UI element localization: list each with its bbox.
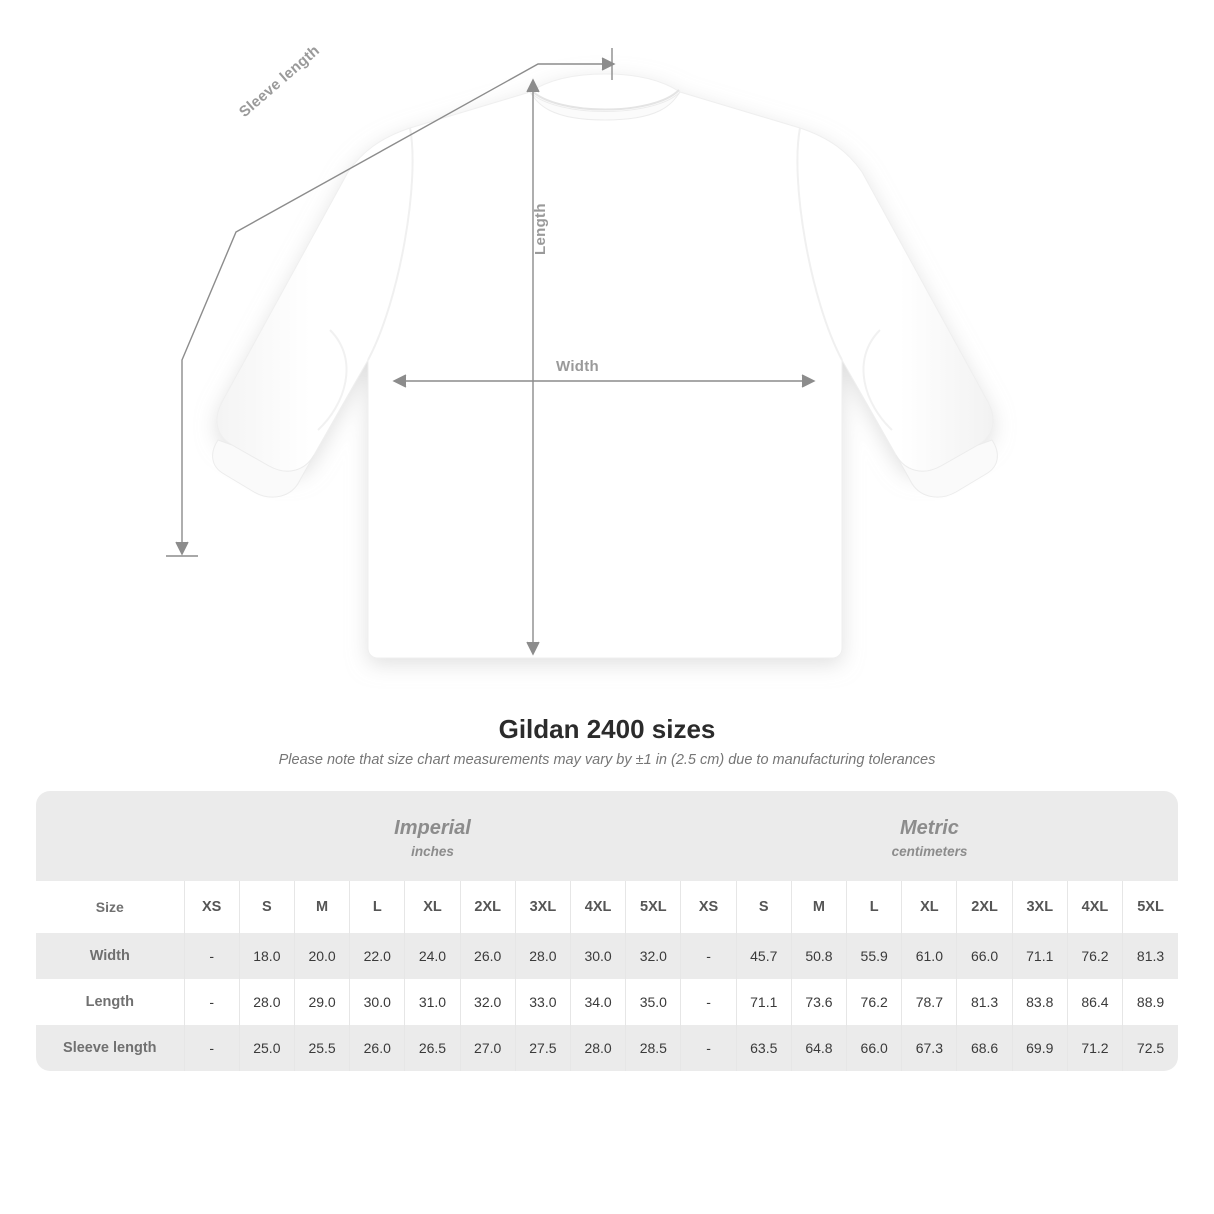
table-cell: 50.8	[791, 933, 846, 979]
column-header: 2XL	[957, 881, 1012, 933]
table-cell: 22.0	[350, 933, 405, 979]
shirt-body	[217, 74, 993, 658]
table-cell: 26.5	[405, 1025, 460, 1071]
table-row	[36, 933, 1178, 979]
table-cell: 72.5	[1123, 1025, 1178, 1071]
column-header: 4XL	[570, 881, 625, 933]
table-cell: 63.5	[736, 1025, 791, 1071]
measurement-note: Please note that size chart measurements may vary by ±1 in (2.5 cm) due to manufacturing tolerances	[278, 752, 936, 768]
table-cell: 27.5	[515, 1025, 570, 1071]
table-cell: 71.2	[1067, 1025, 1122, 1071]
column-header: 3XL	[515, 881, 570, 933]
row-label-sleeve-length: Sleeve length	[36, 1025, 184, 1071]
table-cell: 69.9	[1012, 1025, 1067, 1071]
size-chart-table	[36, 791, 1178, 1071]
table-cell: 25.0	[239, 1025, 294, 1071]
table-cell: 32.0	[626, 933, 681, 979]
column-header: S	[239, 881, 294, 933]
table-cell: 26.0	[350, 1025, 405, 1071]
column-header: M	[294, 881, 349, 933]
column-header: 2XL	[460, 881, 515, 933]
table-cell: 66.0	[957, 933, 1012, 979]
table-cell: 27.0	[460, 1025, 515, 1071]
table-cell: -	[681, 979, 736, 1025]
table-cell: 35.0	[626, 979, 681, 1025]
table-cell: 28.0	[515, 933, 570, 979]
table-cell: 81.3	[957, 979, 1012, 1025]
column-header: XS	[681, 881, 736, 933]
unit-band-imperial	[184, 791, 681, 881]
column-header-row	[36, 881, 1178, 933]
table-cell: 28.5	[626, 1025, 681, 1071]
row-label-length: Length	[36, 979, 184, 1025]
table-cell: 18.0	[239, 933, 294, 979]
table-cell: 29.0	[294, 979, 349, 1025]
column-header: XL	[902, 881, 957, 933]
table-row	[36, 979, 1178, 1025]
row-label-width: Width	[36, 933, 184, 979]
table-cell: -	[681, 933, 736, 979]
table-cell: 64.8	[791, 1025, 846, 1071]
column-header: L	[847, 881, 902, 933]
table-cell: 76.2	[847, 979, 902, 1025]
sleeve-length-label: Sleeve length	[236, 41, 324, 121]
table-cell: 20.0	[294, 933, 349, 979]
column-header: L	[350, 881, 405, 933]
table-cell: 88.9	[1123, 979, 1178, 1025]
table-cell: 30.0	[350, 979, 405, 1025]
table-cell: 45.7	[736, 933, 791, 979]
column-header: 3XL	[1012, 881, 1067, 933]
table-cell: -	[184, 1025, 239, 1071]
size-header: Size	[36, 881, 184, 933]
table-cell: 28.0	[570, 1025, 625, 1071]
unit-band-spacer	[36, 791, 184, 881]
table-cell: 66.0	[847, 1025, 902, 1071]
table-cell: -	[681, 1025, 736, 1071]
table-row	[36, 1025, 1178, 1071]
table-cell: 55.9	[847, 933, 902, 979]
table-cell: 67.3	[902, 1025, 957, 1071]
table-cell: 34.0	[570, 979, 625, 1025]
table-cell: 71.1	[1012, 933, 1067, 979]
table-cell: 28.0	[239, 979, 294, 1025]
column-header: 5XL	[1123, 881, 1178, 933]
column-header: 5XL	[626, 881, 681, 933]
table-cell: 86.4	[1067, 979, 1122, 1025]
table-cell: 83.8	[1012, 979, 1067, 1025]
table-cell: 76.2	[1067, 933, 1122, 979]
table-cell: 31.0	[405, 979, 460, 1025]
size-chart-table-wrapper	[36, 791, 1178, 1071]
table-cell: 32.0	[460, 979, 515, 1025]
table-cell: 78.7	[902, 979, 957, 1025]
width-label: Width	[556, 358, 600, 375]
unit-band-row	[36, 791, 1178, 881]
table-cell: 33.0	[515, 979, 570, 1025]
table-cell: -	[184, 933, 239, 979]
column-header: 4XL	[1067, 881, 1122, 933]
table-cell: 71.1	[736, 979, 791, 1025]
table-cell: 26.0	[460, 933, 515, 979]
table-cell: -	[184, 979, 239, 1025]
unit-band-metric	[681, 791, 1178, 881]
column-header: XS	[184, 881, 239, 933]
unit-metric-sub: centimeters	[891, 844, 968, 859]
table-cell: 73.6	[791, 979, 846, 1025]
length-label: Length	[532, 203, 549, 255]
table-cell: 24.0	[405, 933, 460, 979]
column-header: S	[736, 881, 791, 933]
table-cell: 61.0	[902, 933, 957, 979]
column-header: XL	[405, 881, 460, 933]
unit-imperial-name: Imperial	[394, 817, 471, 839]
table-cell: 30.0	[570, 933, 625, 979]
page-title: Gildan 2400 sizes	[498, 714, 716, 744]
table-cell: 25.5	[294, 1025, 349, 1071]
column-header: M	[791, 881, 846, 933]
unit-imperial-sub: inches	[411, 844, 454, 859]
unit-metric-name: Metric	[900, 817, 959, 839]
table-cell: 68.6	[957, 1025, 1012, 1071]
table-cell: 81.3	[1123, 933, 1178, 979]
